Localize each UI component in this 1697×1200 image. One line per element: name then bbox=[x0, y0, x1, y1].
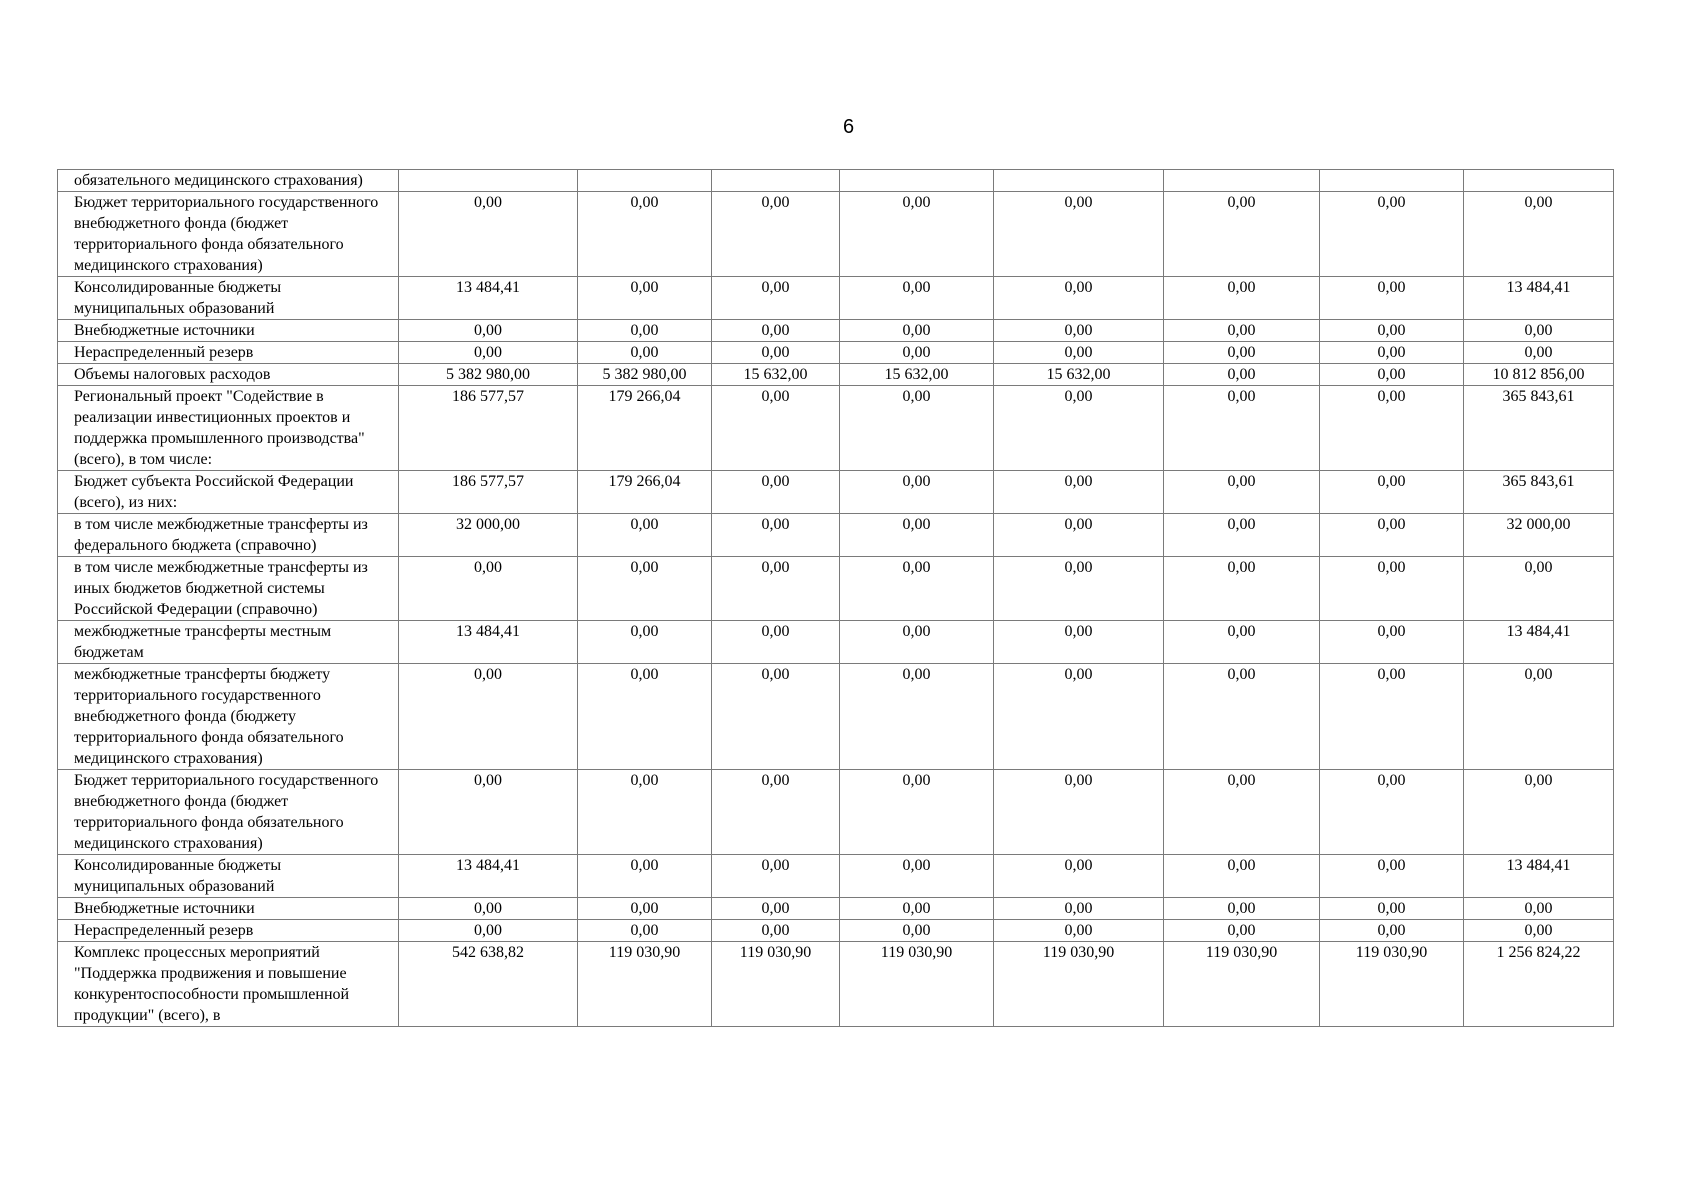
value-cell: 0,00 bbox=[578, 514, 712, 557]
value-cell: 0,00 bbox=[578, 664, 712, 770]
value-cell bbox=[840, 170, 994, 192]
value-cell: 0,00 bbox=[840, 192, 994, 277]
value-cell: 0,00 bbox=[399, 557, 578, 621]
value-cell: 0,00 bbox=[994, 514, 1164, 557]
table-row bbox=[58, 770, 1614, 855]
value-cell: 0,00 bbox=[1320, 471, 1464, 514]
table-row bbox=[58, 920, 1614, 942]
row-label: Комплекс процессных мероприятий "Поддержка продвижения и повышение конкурентоспособности промышленной продукции" (всего), в bbox=[58, 942, 399, 1027]
value-cell: 0,00 bbox=[578, 342, 712, 364]
value-cell: 0,00 bbox=[840, 898, 994, 920]
value-cell bbox=[994, 170, 1164, 192]
value-cell: 179 266,04 bbox=[578, 471, 712, 514]
value-cell: 15 632,00 bbox=[994, 364, 1164, 386]
value-cell: 0,00 bbox=[994, 855, 1164, 898]
value-cell: 0,00 bbox=[840, 342, 994, 364]
value-cell: 0,00 bbox=[712, 320, 840, 342]
value-cell: 0,00 bbox=[1320, 514, 1464, 557]
value-cell: 13 484,41 bbox=[399, 621, 578, 664]
value-cell: 0,00 bbox=[840, 277, 994, 320]
row-label: Бюджет территориального государственного внебюджетного фонда (бюджет территориального фонда обязательного медицинского страхования) bbox=[58, 192, 399, 277]
value-cell: 0,00 bbox=[712, 770, 840, 855]
value-cell: 0,00 bbox=[712, 471, 840, 514]
value-cell: 0,00 bbox=[1164, 855, 1320, 898]
value-cell bbox=[712, 170, 840, 192]
value-cell: 119 030,90 bbox=[1320, 942, 1464, 1027]
value-cell: 13 484,41 bbox=[1464, 277, 1614, 320]
value-cell: 0,00 bbox=[1464, 192, 1614, 277]
value-cell: 0,00 bbox=[1164, 557, 1320, 621]
value-cell: 0,00 bbox=[994, 770, 1164, 855]
row-label: Бюджет субъекта Российской Федерации (всего), из них: bbox=[58, 471, 399, 514]
row-label: Региональный проект "Содействие в реализации инвестиционных проектов и поддержка промышленного производства" (всего), в том числе: bbox=[58, 386, 399, 471]
value-cell: 119 030,90 bbox=[840, 942, 994, 1027]
value-cell: 0,00 bbox=[1320, 920, 1464, 942]
value-cell: 0,00 bbox=[1320, 320, 1464, 342]
value-cell: 0,00 bbox=[840, 855, 994, 898]
value-cell: 0,00 bbox=[399, 664, 578, 770]
value-cell: 0,00 bbox=[1320, 557, 1464, 621]
budget-table-body bbox=[58, 170, 1614, 1027]
value-cell: 0,00 bbox=[840, 320, 994, 342]
value-cell: 15 632,00 bbox=[712, 364, 840, 386]
row-label: обязательного медицинского страхования) bbox=[58, 170, 399, 192]
value-cell: 0,00 bbox=[1164, 621, 1320, 664]
row-label: межбюджетные трансферты местным бюджетам bbox=[58, 621, 399, 664]
value-cell: 0,00 bbox=[1164, 192, 1320, 277]
value-cell: 0,00 bbox=[1320, 770, 1464, 855]
table-row bbox=[58, 898, 1614, 920]
value-cell: 0,00 bbox=[712, 342, 840, 364]
value-cell: 13 484,41 bbox=[399, 855, 578, 898]
value-cell: 0,00 bbox=[994, 277, 1164, 320]
value-cell: 0,00 bbox=[1164, 770, 1320, 855]
value-cell: 365 843,61 bbox=[1464, 386, 1614, 471]
row-label: Нераспределенный резерв bbox=[58, 920, 399, 942]
value-cell: 0,00 bbox=[712, 514, 840, 557]
value-cell bbox=[1320, 170, 1464, 192]
value-cell: 0,00 bbox=[994, 621, 1164, 664]
value-cell: 119 030,90 bbox=[994, 942, 1164, 1027]
value-cell: 0,00 bbox=[712, 664, 840, 770]
value-cell: 0,00 bbox=[1164, 514, 1320, 557]
value-cell: 0,00 bbox=[712, 386, 840, 471]
value-cell: 0,00 bbox=[399, 320, 578, 342]
value-cell: 0,00 bbox=[840, 514, 994, 557]
value-cell: 0,00 bbox=[712, 621, 840, 664]
value-cell: 0,00 bbox=[1320, 621, 1464, 664]
value-cell: 0,00 bbox=[712, 855, 840, 898]
value-cell: 0,00 bbox=[399, 192, 578, 277]
table-row bbox=[58, 320, 1614, 342]
value-cell: 0,00 bbox=[399, 770, 578, 855]
value-cell: 0,00 bbox=[1320, 192, 1464, 277]
value-cell: 0,00 bbox=[1164, 342, 1320, 364]
row-label: в том числе межбюджетные трансферты из иных бюджетов бюджетной системы Российской Федерации (справочно) bbox=[58, 557, 399, 621]
value-cell: 0,00 bbox=[578, 621, 712, 664]
value-cell: 32 000,00 bbox=[1464, 514, 1614, 557]
value-cell: 32 000,00 bbox=[399, 514, 578, 557]
value-cell: 0,00 bbox=[399, 920, 578, 942]
value-cell: 0,00 bbox=[994, 898, 1164, 920]
row-label: Объемы налоговых расходов bbox=[58, 364, 399, 386]
value-cell: 0,00 bbox=[1164, 386, 1320, 471]
table-row bbox=[58, 386, 1614, 471]
value-cell: 0,00 bbox=[1164, 364, 1320, 386]
table-row bbox=[58, 277, 1614, 320]
row-label: Нераспределенный резерв bbox=[58, 342, 399, 364]
value-cell: 0,00 bbox=[578, 192, 712, 277]
value-cell: 0,00 bbox=[1464, 664, 1614, 770]
value-cell: 1 256 824,22 bbox=[1464, 942, 1614, 1027]
value-cell: 0,00 bbox=[578, 277, 712, 320]
value-cell: 13 484,41 bbox=[1464, 621, 1614, 664]
table-row bbox=[58, 471, 1614, 514]
value-cell: 0,00 bbox=[399, 898, 578, 920]
table-row bbox=[58, 855, 1614, 898]
value-cell: 0,00 bbox=[578, 855, 712, 898]
row-label: Внебюджетные источники bbox=[58, 320, 399, 342]
value-cell: 5 382 980,00 bbox=[399, 364, 578, 386]
value-cell: 0,00 bbox=[578, 770, 712, 855]
row-label: в том числе межбюджетные трансферты из федерального бюджета (справочно) bbox=[58, 514, 399, 557]
value-cell: 0,00 bbox=[712, 920, 840, 942]
value-cell: 0,00 bbox=[712, 277, 840, 320]
value-cell: 0,00 bbox=[1320, 277, 1464, 320]
value-cell bbox=[578, 170, 712, 192]
value-cell: 0,00 bbox=[1464, 920, 1614, 942]
value-cell: 0,00 bbox=[840, 664, 994, 770]
value-cell bbox=[399, 170, 578, 192]
value-cell: 0,00 bbox=[1320, 386, 1464, 471]
value-cell: 179 266,04 bbox=[578, 386, 712, 471]
table-row bbox=[58, 342, 1614, 364]
value-cell: 0,00 bbox=[840, 386, 994, 471]
value-cell: 119 030,90 bbox=[712, 942, 840, 1027]
row-label: Консолидированные бюджеты муниципальных образований bbox=[58, 277, 399, 320]
value-cell: 365 843,61 bbox=[1464, 471, 1614, 514]
value-cell: 0,00 bbox=[994, 386, 1164, 471]
value-cell: 0,00 bbox=[1164, 320, 1320, 342]
value-cell: 10 812 856,00 bbox=[1464, 364, 1614, 386]
row-label: межбюджетные трансферты бюджету территориального государственного внебюджетного фонда (бюджету территориального фонда обязательного медицинского страхования) bbox=[58, 664, 399, 770]
value-cell: 542 638,82 bbox=[399, 942, 578, 1027]
value-cell: 0,00 bbox=[1320, 342, 1464, 364]
page-number: 6 bbox=[842, 116, 855, 138]
value-cell: 0,00 bbox=[399, 342, 578, 364]
value-cell: 13 484,41 bbox=[399, 277, 578, 320]
table-row bbox=[58, 170, 1614, 192]
value-cell: 5 382 980,00 bbox=[578, 364, 712, 386]
value-cell: 0,00 bbox=[994, 320, 1164, 342]
value-cell: 0,00 bbox=[712, 898, 840, 920]
value-cell: 0,00 bbox=[1464, 320, 1614, 342]
table-row bbox=[58, 514, 1614, 557]
value-cell: 0,00 bbox=[1320, 664, 1464, 770]
value-cell: 0,00 bbox=[1464, 770, 1614, 855]
row-label: Внебюджетные источники bbox=[58, 898, 399, 920]
value-cell: 0,00 bbox=[578, 557, 712, 621]
value-cell: 0,00 bbox=[840, 471, 994, 514]
value-cell: 0,00 bbox=[840, 621, 994, 664]
value-cell: 0,00 bbox=[840, 920, 994, 942]
value-cell: 0,00 bbox=[994, 192, 1164, 277]
value-cell: 186 577,57 bbox=[399, 471, 578, 514]
value-cell: 0,00 bbox=[994, 471, 1164, 514]
table-row bbox=[58, 664, 1614, 770]
value-cell: 0,00 bbox=[712, 192, 840, 277]
value-cell: 0,00 bbox=[1320, 364, 1464, 386]
value-cell: 0,00 bbox=[1164, 898, 1320, 920]
value-cell: 0,00 bbox=[1164, 920, 1320, 942]
value-cell: 0,00 bbox=[578, 920, 712, 942]
value-cell: 0,00 bbox=[1464, 557, 1614, 621]
row-label: Бюджет территориального государственного внебюджетного фонда (бюджет территориального фонда обязательного медицинского страхования) bbox=[58, 770, 399, 855]
value-cell: 0,00 bbox=[1320, 855, 1464, 898]
row-label: Консолидированные бюджеты муниципальных образований bbox=[58, 855, 399, 898]
table-row bbox=[58, 364, 1614, 386]
value-cell: 0,00 bbox=[1320, 898, 1464, 920]
value-cell: 15 632,00 bbox=[840, 364, 994, 386]
value-cell: 0,00 bbox=[1464, 342, 1614, 364]
value-cell: 0,00 bbox=[578, 898, 712, 920]
value-cell: 0,00 bbox=[1464, 898, 1614, 920]
value-cell: 13 484,41 bbox=[1464, 855, 1614, 898]
value-cell: 0,00 bbox=[1164, 471, 1320, 514]
value-cell: 0,00 bbox=[578, 320, 712, 342]
value-cell: 0,00 bbox=[840, 557, 994, 621]
value-cell: 0,00 bbox=[840, 770, 994, 855]
value-cell: 0,00 bbox=[994, 664, 1164, 770]
table-row bbox=[58, 192, 1614, 277]
value-cell: 119 030,90 bbox=[578, 942, 712, 1027]
value-cell: 119 030,90 bbox=[1164, 942, 1320, 1027]
value-cell: 0,00 bbox=[994, 342, 1164, 364]
value-cell: 0,00 bbox=[712, 557, 840, 621]
value-cell: 0,00 bbox=[994, 920, 1164, 942]
value-cell: 0,00 bbox=[994, 557, 1164, 621]
table-row bbox=[58, 557, 1614, 621]
value-cell: 186 577,57 bbox=[399, 386, 578, 471]
value-cell: 0,00 bbox=[1164, 277, 1320, 320]
table-row bbox=[58, 621, 1614, 664]
budget-table bbox=[57, 169, 1614, 1027]
value-cell: 0,00 bbox=[1164, 664, 1320, 770]
table-row bbox=[58, 942, 1614, 1027]
value-cell bbox=[1464, 170, 1614, 192]
value-cell bbox=[1164, 170, 1320, 192]
